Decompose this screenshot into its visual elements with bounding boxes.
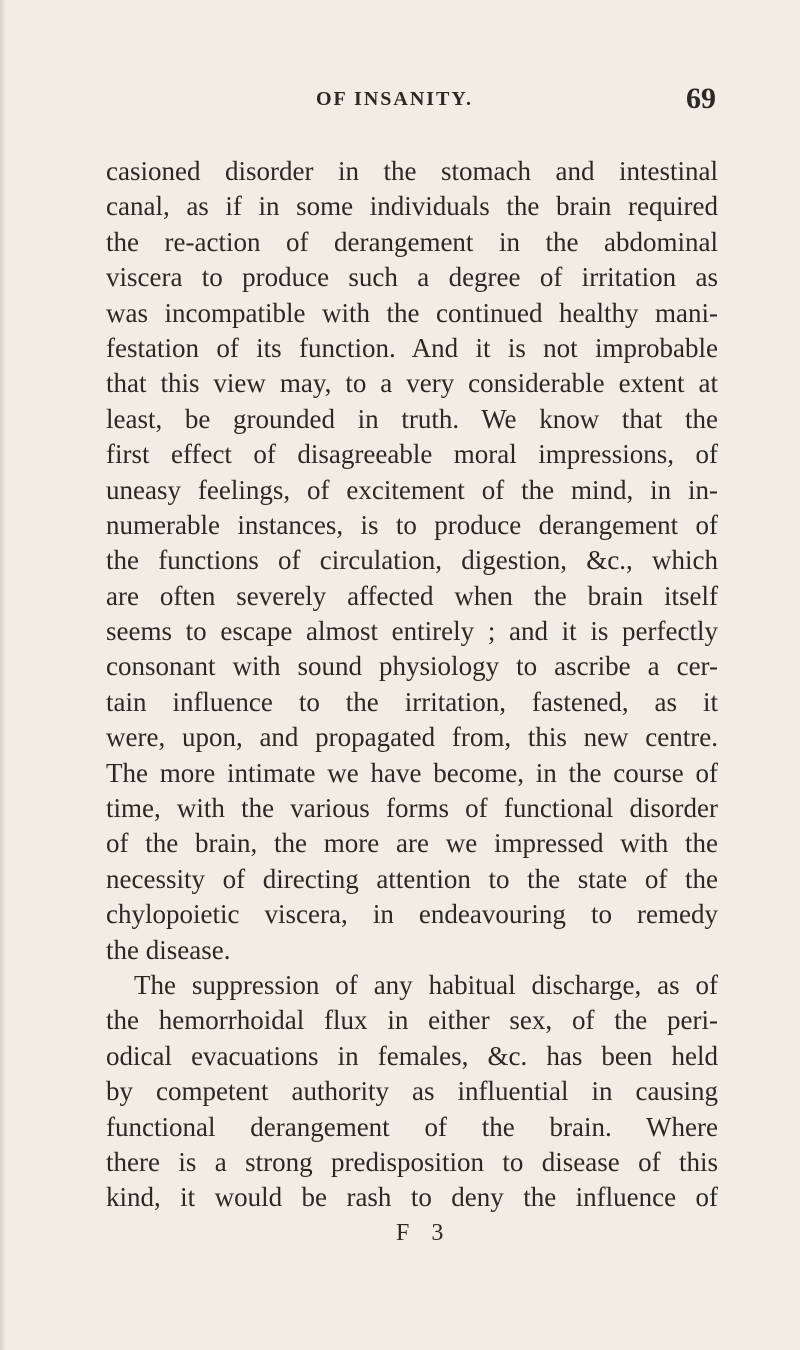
text-line: numerable instances, is to produce derangement of (106, 509, 718, 540)
text-line: The more intimate we have become, in the course of (106, 757, 718, 788)
text-line: time, with the various forms of functional disorder (106, 793, 718, 824)
text-line: chylopoietic viscera, in endeavouring to remedy (106, 899, 718, 930)
running-head: OF INSANITY. (316, 88, 473, 110)
text-line: consonant with sound physiology to ascribe a cer- (106, 651, 718, 682)
text-line: viscera to produce such a degree of irritation as (106, 262, 718, 293)
text-line: functional derangement of the brain. Where (106, 1111, 718, 1142)
text-line: of the brain, the more are we impressed with the (106, 828, 718, 859)
text-line: first effect of disagreeable moral impressions, of (106, 439, 718, 470)
text-line: The suppression of any habitual discharge, as of (134, 969, 718, 1000)
text-line: necessity of directing attention to the state of the (106, 863, 718, 894)
text-line: tain influence to the irritation, fastened, as it (106, 686, 718, 717)
text-line: kind, it would be rash to deny the influence of (106, 1182, 718, 1213)
text-line: the disease. (106, 934, 231, 965)
text-line: was incompatible with the continued healthy mani- (106, 297, 718, 328)
page-edge (0, 0, 6, 1350)
paragraph-1 (106, 154, 718, 968)
signature-mark: F 3 (396, 1220, 452, 1246)
text-line: the re-action of derangement in the abdominal (106, 226, 718, 257)
text-line: are often severely affected when the brain itself (106, 580, 718, 611)
text-line: the functions of circulation, digestion, &c., which (106, 545, 718, 576)
text-line: least, be grounded in truth. We know that the (106, 403, 718, 434)
text-line: seems to escape almost entirely ; and it is perfectly (106, 616, 718, 647)
text-line: casioned disorder in the stomach and intestinal (106, 156, 718, 186)
text-line: there is a strong predisposition to disease of this (106, 1146, 718, 1177)
text-line: that this view may, to a very considerable extent at (106, 368, 718, 399)
text-line: festation of its function. And it is not improbable (106, 332, 718, 363)
page-header (316, 82, 716, 118)
text-line: canal, as if in some individuals the brain required (106, 191, 718, 222)
paragraph-2 (106, 968, 718, 1216)
text-line: were, upon, and propagated from, this new centre. (106, 722, 718, 753)
text-line: uneasy feelings, of excitement of the mind, in in- (106, 474, 718, 505)
text-line: by competent authority as influential in causing (106, 1076, 718, 1107)
text-line: odical evacuations in females, &c. has been held (106, 1040, 718, 1071)
text-line: the hemorrhoidal flux in either sex, of the peri- (106, 1005, 718, 1036)
page-number: 69 (686, 82, 716, 115)
body-text (106, 154, 718, 1216)
